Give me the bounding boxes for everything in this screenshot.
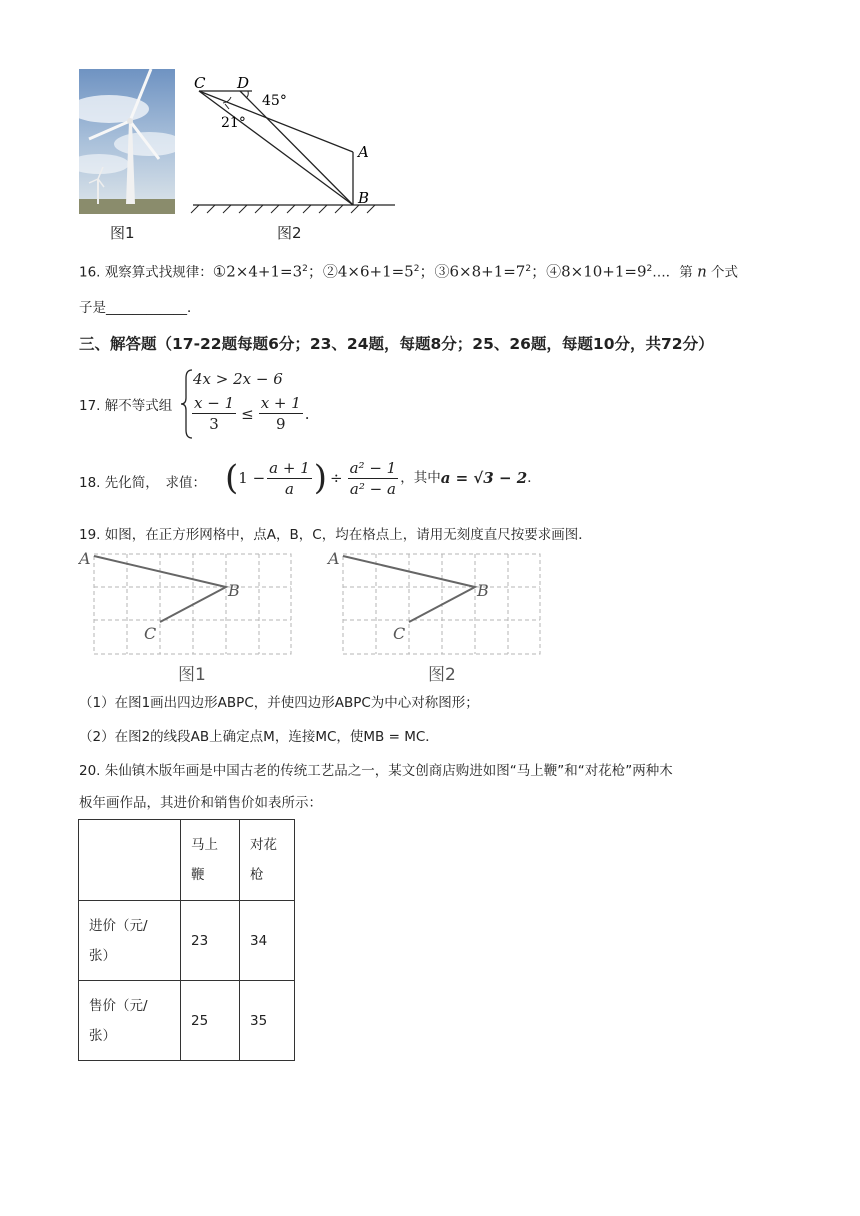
- grid2-label-A: A: [328, 549, 340, 568]
- q19-number: 19.: [79, 527, 101, 543]
- q17-inequality2: [190, 394, 310, 433]
- q17-frac2-num: x + 1: [260, 394, 301, 412]
- q16-line1: [79, 259, 738, 283]
- q17-text: 解不等式组: [104, 398, 173, 414]
- q17-frac2-den: 9: [275, 415, 286, 433]
- q16-tail2: 个式: [711, 264, 739, 281]
- table-row: [79, 901, 295, 981]
- q17-number: 17.: [79, 398, 101, 414]
- table-header-row: [79, 820, 295, 901]
- label-D: D: [237, 74, 250, 92]
- q19-line: [79, 525, 592, 545]
- q16-n: n: [697, 262, 707, 281]
- q16-item2: ；②4×6+1=5: [307, 262, 414, 281]
- q16-item3: ；③6×8+1=7: [419, 262, 526, 281]
- q18-end: ．: [527, 470, 541, 486]
- q18-frac1-den: a: [284, 479, 294, 498]
- price-table: [78, 819, 295, 1061]
- q19-text: 如图，在正方形网格中，点A，B，C，均在格点上，请用无刻度直尺按要求画图．: [104, 527, 592, 543]
- q18-condition: a = √3 − 2: [440, 469, 528, 487]
- q18-div: ÷: [330, 469, 343, 487]
- fig1-caption: 图1: [110, 224, 135, 242]
- q17-frac1-num: x − 1: [194, 394, 235, 412]
- table-row: [79, 981, 295, 1061]
- q18-frac2-num: a² − 1: [349, 458, 397, 477]
- q18-text: 先化简， 求值：: [104, 475, 207, 491]
- wind-turbine-photo: [79, 69, 175, 214]
- table-header-mashangbian: 马上 鞭: [181, 820, 240, 901]
- q19-sub2: （2）在图2的线段AB上确定点M，连接MC，使MB = MC．: [79, 729, 439, 745]
- table-cell: 35: [240, 981, 295, 1061]
- q16-intro: 观察算式找规律：: [104, 264, 213, 281]
- q16-exp1: 2: [302, 264, 308, 274]
- fig2-caption: 图2: [277, 224, 302, 242]
- table-header-duihuaqiang: 对花 枪: [240, 820, 295, 901]
- angle-21: 21°: [221, 115, 246, 131]
- table-cell: [79, 820, 181, 901]
- q16-item4: ；④8×10+1=9: [531, 262, 647, 281]
- grid2-label-C: C: [393, 624, 406, 643]
- grid1-label-B: B: [228, 581, 240, 600]
- q19-grids: [78, 547, 548, 685]
- q18-frac2-den: a² − a: [349, 479, 396, 498]
- q20-line2: 板年画作品，其进价和销售价如表所示：: [79, 795, 322, 811]
- q16-exp4: 2: [646, 264, 653, 274]
- q16-exp3: 2: [525, 264, 532, 274]
- row-label-cost: 进价（元/ 张）: [79, 901, 181, 981]
- label-C: C: [194, 74, 206, 92]
- figure2-diagram: [185, 72, 400, 222]
- table-cell: 34: [240, 901, 295, 981]
- q18-number: 18.: [79, 475, 101, 491]
- q17-label: [79, 396, 172, 416]
- q18-one-minus: 1 −: [238, 469, 266, 487]
- q16-item1: ①2×4+1=3: [212, 262, 303, 281]
- grid2-caption: 图2: [428, 665, 456, 685]
- q16-tail: …．第: [652, 264, 693, 281]
- q18-where: ，其中: [400, 470, 441, 486]
- q18-label: [79, 473, 206, 493]
- grid1-label-A: A: [79, 549, 91, 568]
- grid2-label-B: B: [477, 581, 489, 600]
- angle-45: 45°: [262, 93, 287, 109]
- table-cell: 25: [181, 981, 240, 1061]
- table-cell: 23: [181, 901, 240, 981]
- q17-le: ≤: [241, 404, 254, 423]
- label-B: B: [358, 189, 370, 207]
- label-A: A: [358, 143, 369, 161]
- q18-expression: ( 1 − $\frac{a + 1}{a}$ ) ÷ $\frac{\text{a² − 1}}{\text{a² − a}}$ ，其中 a = √3 − 2 ．: [225, 458, 541, 498]
- section3-title: 三、解答题（17-22题每题6分；23、24题，每题8分；25、26题，每题10分，共72分）: [79, 335, 714, 353]
- q16-exp2: 2: [413, 264, 420, 274]
- q17-end: .: [304, 404, 310, 423]
- q20-line1: 20. 朱仙镇木版年画是中国古老的传统工艺品之一，某文创商店购进如图“马上鞭”和“对花枪”两种木: [79, 763, 673, 779]
- q19-sub1: （1）在图1画出四边形ABPC，并使四边形ABPC为中心对称图形；: [79, 695, 479, 711]
- q16-number: 16.: [79, 264, 101, 281]
- row-label-price: 售价（元/ 张）: [79, 981, 181, 1061]
- q16-line2: 子是____________．: [79, 300, 201, 316]
- q17-frac1-den: 3: [209, 415, 219, 433]
- grid1-label-C: C: [144, 624, 157, 643]
- q17-inequality1: 4x > 2x − 6: [193, 370, 283, 388]
- q18-frac1-num: a + 1: [269, 458, 310, 477]
- grid1-caption: 图1: [178, 665, 206, 685]
